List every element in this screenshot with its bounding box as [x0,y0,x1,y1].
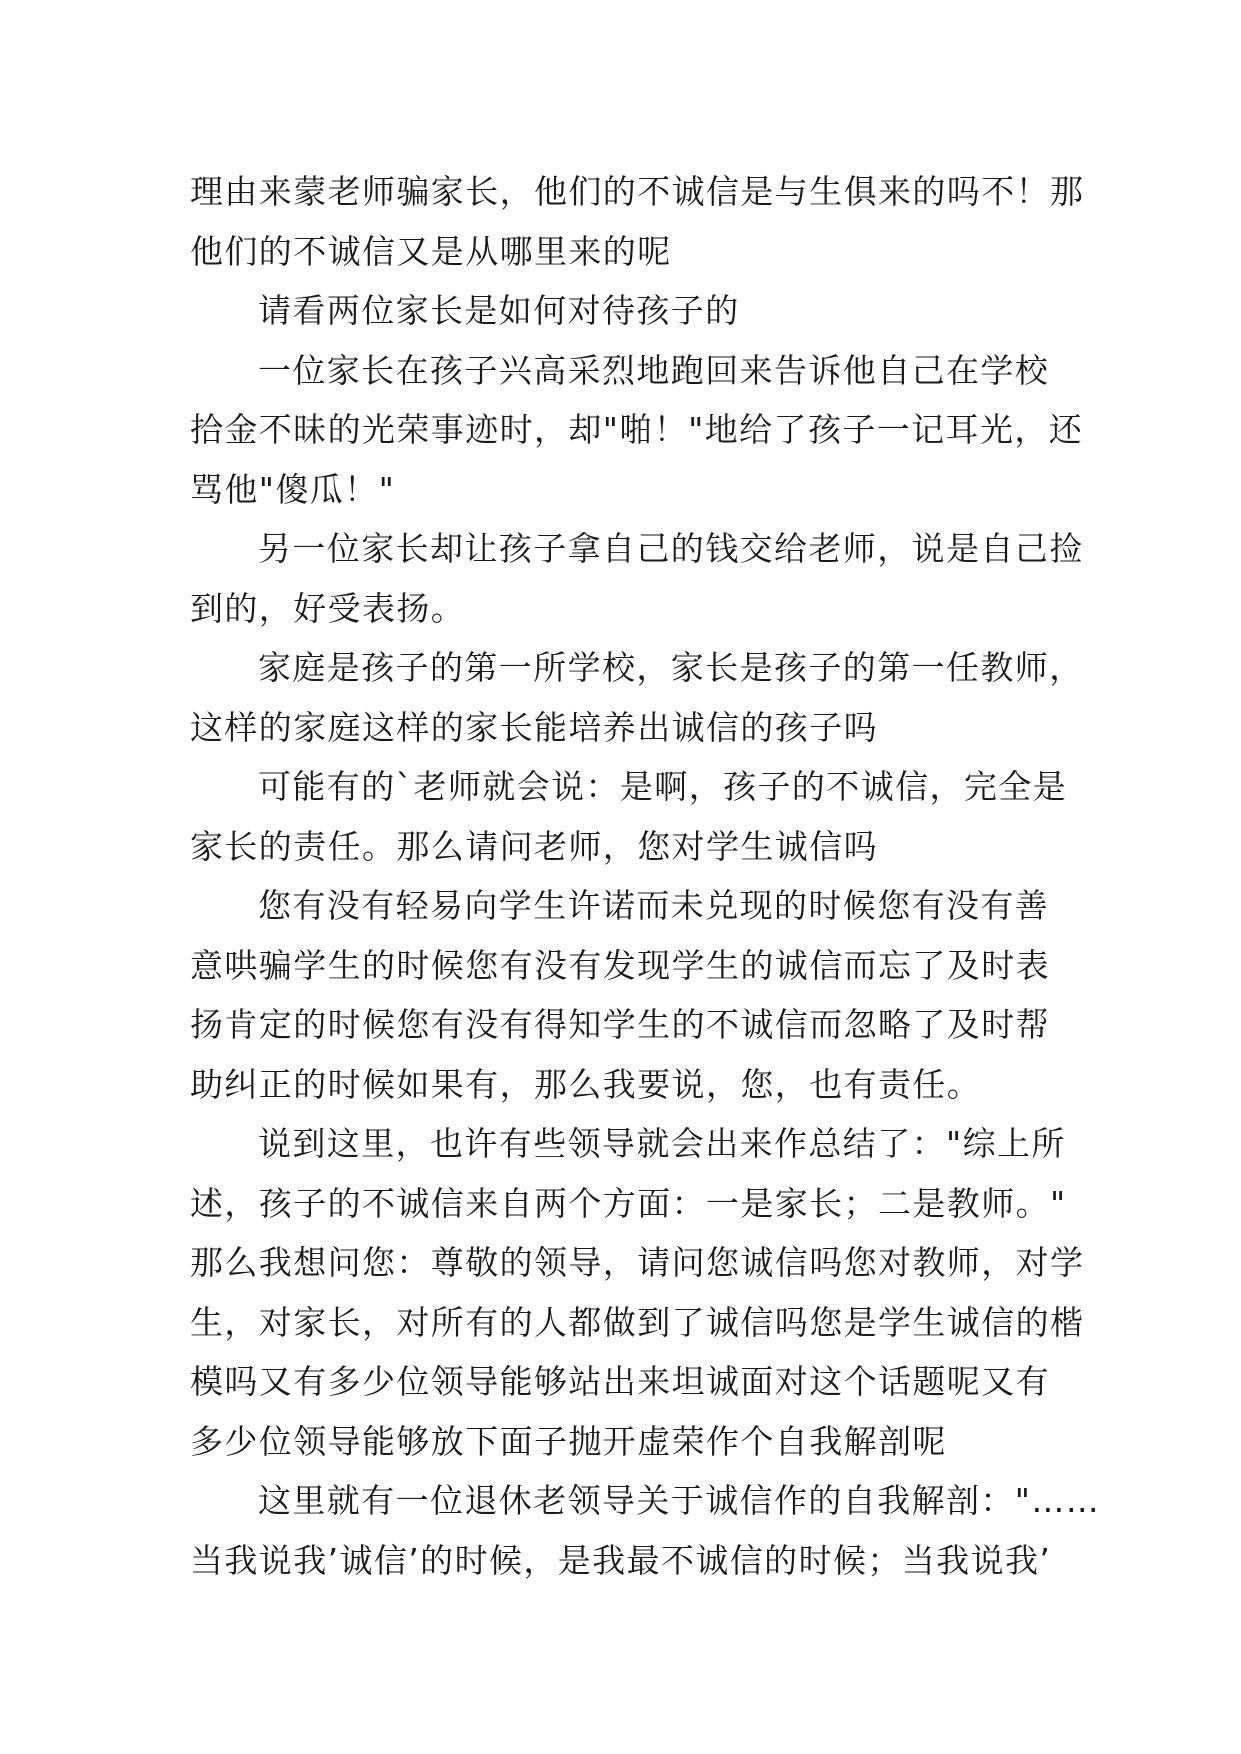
text-line: 拾金不昧的光荣事迹时，却"啪！"地给了孩子一记耳光，还 [190,410,1084,449]
text-line: 他们的不诚信又是从哪里来的呢 [190,231,672,271]
text-line: 另一位家长却让孩子拿自己的钱交给老师，说是自己捡 [258,529,1084,568]
text-line: 扬肯定的时候您有没有得知学生的不诚信而忽略了及时帮 [190,1005,1050,1044]
text-line: 多少位领导能够放下面子抛开虚荣作个自我解剖呢 [190,1421,947,1461]
text-line: 说到这里，也许有些领导就会出来作总结了："综上所 [258,1124,1066,1163]
paragraph [190,519,1084,638]
paragraph [190,757,1072,876]
text-line: 这样的家庭这样的家长能培养出诚信的孩子吗 [190,707,878,747]
text-line: 家长的责任。那么请问老师，您对学生诚信吗 [190,826,878,866]
text-line: 这里就有一位退休老领导关于诚信作的自我解剖："…… [258,1481,1101,1520]
text-line: 可能有的`老师就会说：是啊，孩子的不诚信，完全是 [258,767,1068,806]
paragraph [190,162,1085,281]
paragraph [190,1471,1101,1590]
paragraph [190,638,1084,757]
text-line: 您有没有轻易向学生许诺而未兑现的时候您有没有善 [258,886,1050,925]
text-line: 请看两位家长是如何对待孩子的 [258,291,740,330]
text-line: 生，对家长，对所有的人都做到了诚信吗您是学生诚信的楷 [190,1302,1085,1342]
paragraph [190,341,1084,520]
text-line: 述，孩子的不诚信来自两个方面：一是家长；二是教师。" [190,1183,1067,1223]
text-line: 到的，好受表扬。 [190,588,466,628]
paragraph [190,1114,1085,1471]
text-line: 模吗又有多少位领导能够站出来坦诚面对这个话题呢又有 [190,1362,1050,1401]
paragraph [190,876,1072,1114]
text-line: 一位家长在孩子兴高采烈地跑回来告诉他自己在学校 [258,350,1050,390]
text-line: 当我说我’诚信’的时候，是我最不诚信的时候；当我说我’ [190,1540,1052,1580]
text-line: 助纠正的时候如果有，那么我要说，您，也有责任。 [190,1064,982,1104]
text-line: 骂他"傻瓜！" [190,469,396,509]
paragraph [190,281,1072,341]
text-line: 意哄骗学生的时候您有没有发现学生的诚信而忘了及时表 [190,945,1050,985]
text-line: 那么我想问您：尊敬的领导，请问您诚信吗您对教师，对学 [190,1243,1085,1282]
text-line: 理由来蒙老师骗家长，他们的不诚信是与生俱来的吗不！那 [190,172,1085,211]
document-body [190,162,1101,1590]
text-line: 家庭是孩子的第一所学校，家长是孩子的第一任教师， [258,648,1084,687]
